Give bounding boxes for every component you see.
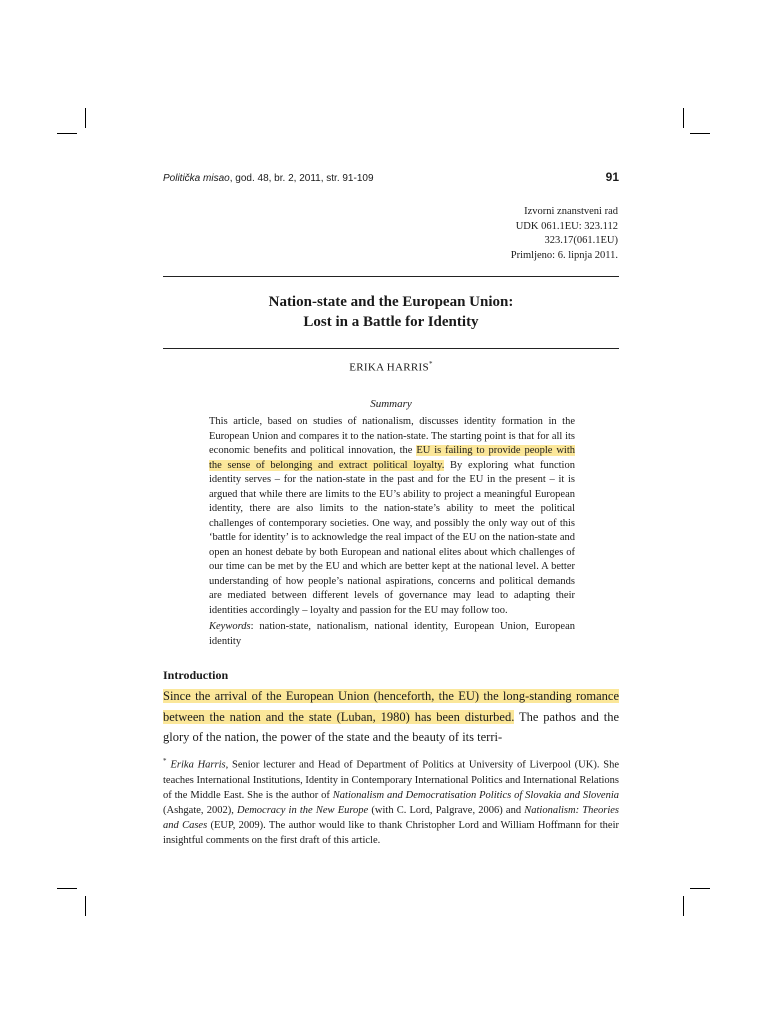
summary-heading: Summary	[370, 398, 412, 410]
footnote-marker: *	[163, 757, 167, 765]
body-paragraph	[163, 686, 619, 748]
page-number: 91	[605, 170, 619, 184]
author-name	[163, 360, 619, 374]
book-title: Nationalism: Theories and Cases	[163, 804, 620, 831]
summary-block	[209, 415, 575, 649]
journal-citation	[163, 173, 374, 184]
footnote-author: Erika Harris	[170, 759, 226, 771]
keywords	[209, 620, 575, 649]
crop-mark	[85, 896, 86, 916]
crop-mark	[57, 133, 77, 134]
divider	[163, 348, 619, 349]
footnote	[163, 754, 619, 848]
title-line: Nation-state and the European Union:	[268, 294, 514, 310]
journal-name: Politička misao	[163, 173, 230, 184]
footnote-text: (with C. Lord, Palgrave, 2006) and	[368, 804, 525, 816]
footnote-text: (EUP, 2009). The author would like to thank Christopher Lord and William Hoffmann for their insightful comments on the first draft of this article.	[163, 819, 619, 846]
crop-mark	[690, 133, 710, 134]
received-date: Primljeno: 6. lipnja 2011.	[510, 249, 618, 261]
crop-mark	[57, 888, 77, 889]
article-metadata	[511, 205, 618, 263]
body-text: The pathos and the glory of the nation, the power of the state and the beauty of its terri-	[163, 709, 619, 744]
footnote-text: (Ashgate, 2002),	[163, 804, 237, 816]
keywords-label: Keywords	[209, 621, 251, 632]
keywords-text: : nation-state, nationalism, national identity, European Union, European identity	[209, 621, 575, 647]
highlighted-text[interactable]: EU is failing to provide people with the sense of belonging and extract political loyalty.	[209, 445, 575, 471]
udk-code: 323.17(061.1EU)	[544, 235, 618, 246]
journal-details: , god. 48, br. 2, 2011, str. 91-109	[229, 173, 374, 184]
crop-mark	[683, 108, 684, 128]
article-title	[163, 292, 619, 332]
title-line: Lost in a Battle for Identity	[303, 314, 479, 330]
author-text: ERIKA HARRIS	[349, 361, 429, 374]
udk-code: UDK 061.1EU: 323.112	[515, 220, 618, 232]
footnote-marker: *	[428, 360, 433, 368]
section-heading: Introduction	[163, 668, 229, 682]
summary-text	[209, 415, 575, 618]
summary-text-part: By exploring what function identity serves – for the nation-state in the past and for the EU in the present – it is argued that while there are limits to the EU’s ability to project a meaningful European identity, there are also limits to the nation-state’s ability to meet the political challenges of contemporary societies. One way, and possibly the only way out of this ‘battle for identity’ is to acknowledge the real impact of the EU on the nation-state and open an honest debate by both European and national elites about which challenges of our time can be met by the EU and which are better kept at the national level. A better understanding of how people’s national aspirations, concerns and political demands are mediated between different levels of governance may lead to adapting their identities accordingly – loyalty and passion for the EU may follow too.	[209, 459, 575, 616]
crop-mark	[85, 108, 86, 128]
book-title: Nationalism and Democratisation Politics of Slovakia and Slovenia	[332, 789, 619, 801]
running-header	[163, 170, 619, 188]
highlighted-text[interactable]: Since the arrival of the European Union (henceforth, the EU) the long-standing romance between the nation and the state (Luban, 1980) has been disturbed.	[163, 689, 619, 724]
crop-mark	[690, 888, 710, 889]
book-title: Democracy in the New Europe	[236, 804, 369, 816]
crop-mark	[683, 896, 684, 916]
footnote-text: , Senior lecturer and Head of Department of Politics at University of Liverpool (UK). She teaches International Institutions, Identity in Contemporary International Politics and International Relations of the Middle East. She is the author of	[163, 759, 619, 801]
article-type: Izvorni znanstveni rad	[524, 206, 618, 217]
summary-text-part: This article, based on studies of nationalism, discusses identity formation in the European Union and compares it to the nation-state. The starting point is that for all its economic benefits and political innovation, the	[209, 416, 575, 456]
divider	[163, 276, 619, 277]
